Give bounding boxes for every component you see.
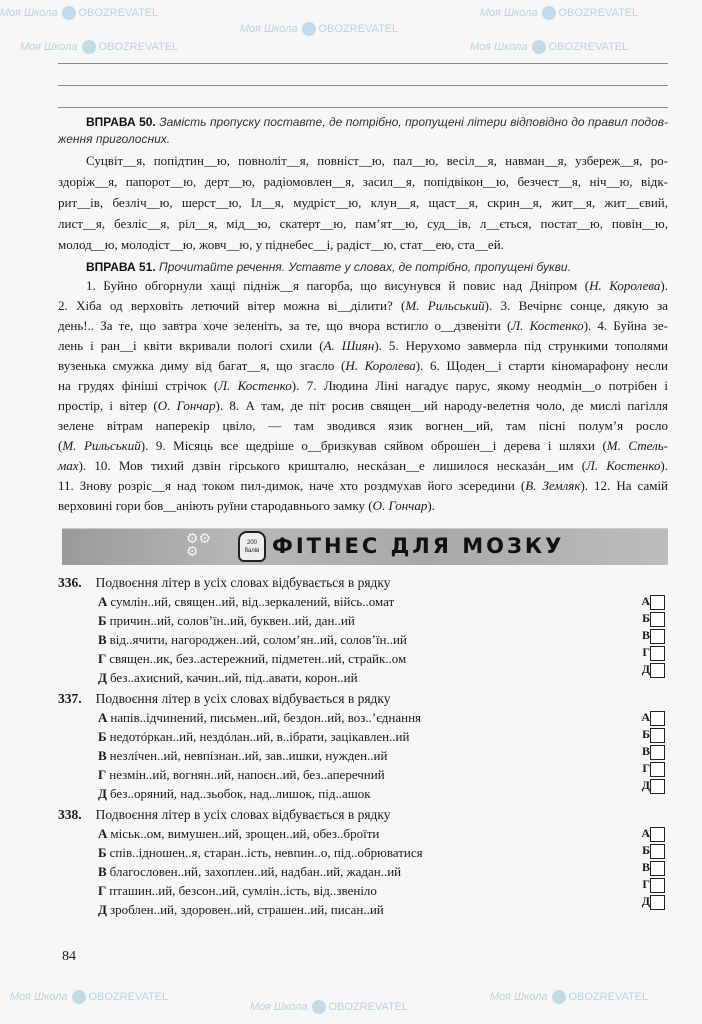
answer-option [58, 630, 598, 649]
text-segment: день!.. За те, що завтра хоче зеленіть, за те, що вчора встигло о__дзвеніти ( [58, 318, 512, 333]
option-text: міськ..ом, вимушен..ий, зрощен..ий, обез..броїти [110, 826, 380, 841]
question-number: 336. [58, 575, 82, 590]
option-letter: А [98, 826, 108, 841]
answer-checkbox-row[interactable] [638, 760, 668, 777]
text-segment: вузенька смужка диму від багат__я, що згасло ( [58, 358, 346, 373]
text-segment: 11. Знову розріс__я над током пил-димок, наче хто роздмухав його зсередини ( [58, 478, 526, 493]
question-text: Подвоєння літер в усіх словах відбувається в рядку [95, 575, 391, 590]
option-letter: В [98, 632, 107, 647]
author-name: М. Рильський [62, 438, 141, 453]
text-segment: лист__я, безліс__я, ріл__я, мід__ю, скатерт__ю, пам’ят__ю, суд__ів, л__ється, постат__ю, повін__ю, [58, 216, 668, 231]
text-line [58, 456, 668, 476]
answer-option [58, 668, 598, 687]
text-segment: ). 12. На самій [580, 478, 669, 493]
answer-letter: Б [642, 611, 650, 625]
answer-letter: Д [641, 662, 650, 676]
option-text: недотóркан..ий, нездóлан..ий, в..ібрати, зацікавлен..ий [109, 729, 410, 744]
answer-checkbox[interactable] [650, 711, 665, 726]
option-text: священ..ик, без..астережний, підметен..ий, страйк..ом [109, 651, 407, 666]
gears-icon: ⚙⚙ ⚙ [186, 532, 212, 560]
text-segment: ). 8. А там, де піт росив священ__ий народу-велетня чоло, де мислі пагілля [215, 398, 668, 413]
option-text: незлíчен..ий, невпíзнан..ий, зав..ишки, нужден..ий [109, 748, 388, 763]
author-name: В. Земляк [525, 478, 581, 493]
text-segment: на грудях фініші стрічок ( [58, 378, 219, 393]
answer-letter: Г [642, 645, 650, 659]
option-letter: Б [98, 613, 107, 628]
watermark-logo: Моя Школа OBOZREVATEL [10, 990, 169, 1003]
page-content [58, 0, 668, 965]
answer-checkbox[interactable] [650, 779, 665, 794]
text-line [58, 476, 668, 496]
text-segment: ). [660, 278, 668, 293]
answer-checkbox-row[interactable] [638, 644, 668, 661]
instruction-text: Замість пропуску поставте, де потрібно, пропущені літери відповідно до правил подов- [159, 115, 668, 129]
watermark-logo: Моя Школа OBOZREVATEL [240, 22, 399, 35]
answer-letter: Д [641, 894, 650, 908]
watermark-logo: Моя Школа OBOZREVATEL [490, 990, 649, 1003]
answer-checkbox-row[interactable] [638, 593, 668, 610]
answer-checkbox-row[interactable] [638, 893, 668, 910]
answer-letter: А [641, 710, 650, 724]
author-name: Н. Королева [589, 278, 661, 293]
text-segment: ). 6. Щоден__і старти кіномарафону несли [415, 358, 668, 373]
answer-checkbox[interactable] [650, 663, 665, 678]
text-segment: ). 10. Мов тихий дзвін гірського кришталю, нескáзан__е лишилося несказáн__им ( [78, 458, 587, 473]
answer-checkbox[interactable] [650, 646, 665, 661]
text-segment: ). 4. Буйна зе- [583, 318, 669, 333]
option-letter: А [98, 594, 108, 609]
text-line [58, 416, 668, 436]
answer-option [58, 708, 598, 727]
answer-checkbox[interactable] [650, 745, 665, 760]
answer-letter: А [641, 594, 650, 608]
quiz-section [58, 573, 668, 919]
text-segment: ). 7. Людина Ліні нагадує парус, якому неодмін__о потрібен і [291, 378, 669, 393]
option-text: зроблен..ий, здоровен..ий, страшен..ий, писан..ий [109, 902, 384, 917]
text-segment: простір, і вітер ( [58, 398, 158, 413]
text-segment: 2. Хіба од верховіть летючий вітер можна ві__ділити? ( [58, 298, 406, 313]
answer-checkbox-row[interactable] [638, 726, 668, 743]
answer-option [58, 611, 598, 630]
option-letter: Д [98, 902, 107, 917]
instruction-text: Прочитайте речення. Уставте у словах, де потрібно, пропущені букви. [159, 260, 571, 274]
answer-checkbox[interactable] [650, 895, 665, 910]
author-name: А. Шиян [323, 338, 375, 353]
question-number: 338. [58, 807, 82, 822]
option-text: сумлін..ий, священ..ий, від..зеркалений, війсь..омат [110, 594, 395, 609]
text-line [58, 356, 668, 376]
author-name: Н. Королева [345, 358, 416, 373]
answer-letter: Д [641, 778, 650, 792]
text-line [58, 213, 668, 234]
text-segment: ). 5. Нерухомо завмерла під стрункими тополями [374, 338, 668, 353]
text-segment: ( [58, 438, 63, 453]
answer-checkbox-row[interactable] [638, 610, 668, 627]
text-segment: зелене вітрам наперекір цвіло, — там зводився язик вогнен__ий, там пісні полум’я росло [58, 418, 668, 433]
option-letter: Б [98, 729, 107, 744]
answer-option [58, 592, 598, 611]
option-text: пташин..ий, безсон..ий, сумлін..ість, від..звеніло [109, 883, 377, 898]
option-letter: Д [98, 786, 107, 801]
answer-option [58, 900, 598, 919]
watermark-logo: Моя Школа OBOZREVATEL [250, 1000, 409, 1013]
answer-letter: В [641, 860, 650, 874]
question-header [58, 805, 668, 824]
exercise-50-instruction [58, 114, 668, 131]
answer-checkbox[interactable] [650, 762, 665, 777]
watermark-logo: Моя Школа OBOZREVATEL [470, 40, 629, 53]
option-letter: В [98, 748, 107, 763]
text-segment: ). [427, 498, 435, 513]
option-text: без..ахисний, качин..ий, під..авати, корон..ий [109, 670, 358, 685]
option-text: незмін..ий, вогнян..ий, напоєн..ий, без..аперечний [109, 767, 385, 782]
watermark-logo: Моя Школа OBOZREVATEL [20, 40, 179, 53]
option-text: без..оряний, над..зьобок, над..лишок, під..ашок [109, 786, 371, 801]
option-letter: Д [98, 670, 107, 685]
answer-checkbox-row[interactable] [638, 627, 668, 644]
exercise-50-title: ВПРАВА 50. [86, 115, 156, 129]
writing-line [58, 107, 668, 108]
author-name: Л. Костенко [511, 318, 584, 333]
answer-letter: Б [642, 843, 650, 857]
answer-letter: Г [642, 761, 650, 775]
option-letter: Г [98, 651, 107, 666]
author-name: О. Гончар [157, 398, 216, 413]
answer-checkbox-row[interactable] [638, 859, 668, 876]
answer-letter: Б [642, 727, 650, 741]
answer-checkbox-row[interactable] [638, 661, 668, 678]
text-segment: здоріж__я, папорот__ю, дерт__ю, радіомовлен__я, засил__я, попідвікон__ю, безчест__я, ніч__ю, відк- [58, 174, 668, 189]
question-337 [58, 689, 668, 803]
text-line [58, 192, 668, 213]
text-segment: лень і ран__і квіти вкривали пологі схили ( [58, 338, 324, 353]
answer-checkbox-row[interactable] [638, 777, 668, 794]
exercise-51-body [58, 276, 668, 516]
text-line [58, 436, 668, 456]
text-line [58, 234, 668, 255]
answer-boxes [638, 709, 668, 794]
answer-letter: А [641, 826, 650, 840]
text-segment: молод__ю, молодіст__ю, жовч__ю, у піднебес__і, радіст__ю, стат__ею, ста__ей. [58, 237, 504, 252]
answer-option [58, 862, 598, 881]
watermark-logo: Моя Школа OBOZREVATEL [480, 6, 639, 19]
exercise-50-body [58, 150, 668, 255]
answer-letter: Г [642, 877, 650, 891]
exercise-51-title: ВПРАВА 51. [86, 260, 156, 274]
answer-checkbox[interactable] [650, 612, 665, 627]
answer-checkbox-row[interactable] [638, 743, 668, 760]
option-letter: Б [98, 845, 107, 860]
answer-checkbox-row[interactable] [638, 825, 668, 842]
question-336 [58, 573, 668, 687]
option-text: причин..ий, солов’їн..ий, буквен..ий, дан..ий [109, 613, 355, 628]
text-line [58, 396, 668, 416]
answer-checkbox-row[interactable] [638, 842, 668, 859]
badge-unit: балів [244, 548, 260, 554]
text-segment: рит__ів, безліч__ю, шерст__ю, Іл__я, мудріст__ю, клун__я, щаст__я, скрин__я, жит__я, жит__євий, [58, 195, 668, 210]
answer-checkbox[interactable] [650, 595, 665, 610]
exercise-51-instruction [58, 259, 668, 276]
kettlebell-icon [238, 531, 266, 562]
exercise-50-instruction-cont: ження приголосних. [58, 132, 171, 146]
question-header [58, 573, 668, 592]
question-text: Подвоєння літер в усіх словах відбувається в рядку [95, 691, 391, 706]
text-line [58, 171, 668, 192]
text-line [58, 496, 668, 516]
answer-boxes [638, 593, 668, 678]
answer-option [58, 727, 598, 746]
question-text: Подвоєння літер в усіх словах відбувається в рядку [95, 807, 391, 822]
option-text: спів..ідношен..я, старан..ість, невпин..о, під..обрюватися [109, 845, 423, 860]
text-line [58, 296, 668, 316]
option-text: напів..ідчинений, письмен..ий, бездон..ий, воз..’єднання [110, 710, 422, 725]
text-segment: ). 3. Вечірнє сонце, дякую за [484, 298, 668, 313]
answer-option [58, 784, 598, 803]
option-letter: А [98, 710, 108, 725]
option-text: благословен..ий, захоплен..ий, надбан..ий, жадан..ий [109, 864, 402, 879]
text-segment: верховині гори бов__аніють руїни стародавнього замку ( [58, 498, 373, 513]
answer-option [58, 746, 598, 765]
text-line [58, 316, 668, 336]
answer-checkbox[interactable] [650, 878, 665, 893]
text-segment: Суцвіт__я, попідтин__ю, повноліт__я, повніст__ю, пал__ю, весіл__я, навман__я, узбереж__я, ро- [86, 153, 668, 168]
answer-option [58, 881, 598, 900]
fitness-banner [62, 528, 668, 565]
answer-checkbox-row[interactable] [638, 876, 668, 893]
page-number: 84 [62, 949, 76, 964]
answer-checkbox[interactable] [650, 861, 665, 876]
badge-number: 200 [246, 540, 257, 546]
answer-checkbox[interactable] [650, 629, 665, 644]
text-segment: ). 9. Місяць все щедріше о__бризкував сяйвом оброшен__і дерева і шляхи ( [140, 438, 607, 453]
question-header [58, 689, 668, 708]
answer-option [58, 765, 598, 784]
option-text: від..ячити, нагороджен..ий, солом’ян..ий, солов’їн..ий [109, 632, 407, 647]
text-line [58, 276, 668, 296]
text-line [58, 336, 668, 356]
author-name: Л. Костенко [218, 378, 292, 393]
writing-line [58, 85, 668, 86]
answer-checkbox-row[interactable] [638, 709, 668, 726]
answer-letter: В [641, 628, 650, 642]
text-line [58, 376, 668, 396]
answer-boxes [638, 825, 668, 910]
text-segment: 1. Буйно обгорнули хащі підніж__я пагорба, що висунувся й повис над Дніпром ( [86, 278, 590, 293]
option-letter: Г [98, 883, 107, 898]
answer-checkbox[interactable] [650, 844, 665, 859]
author-name: Л. Костенко [586, 458, 661, 473]
text-line [58, 150, 668, 171]
answer-checkbox[interactable] [650, 728, 665, 743]
answer-checkbox[interactable] [650, 827, 665, 842]
banner-title: ФІТНЕС ДЛЯ МОЗКУ [272, 534, 565, 558]
option-letter: В [98, 864, 107, 879]
answer-option [58, 843, 598, 862]
author-name: О. Гончар [372, 498, 428, 513]
answer-letter: В [641, 744, 650, 758]
author-name: М. Рильський [405, 298, 485, 313]
author-name: мах [58, 458, 79, 473]
author-name: М. Стель- [606, 438, 668, 453]
option-letter: Г [98, 767, 107, 782]
answer-option [58, 649, 598, 668]
watermark-logo: Моя Школа OBOZREVATEL [0, 6, 159, 19]
answer-option [58, 824, 598, 843]
question-338 [58, 805, 668, 919]
question-number: 337. [58, 691, 82, 706]
writing-line [58, 63, 668, 64]
text-segment: ). [660, 458, 669, 473]
